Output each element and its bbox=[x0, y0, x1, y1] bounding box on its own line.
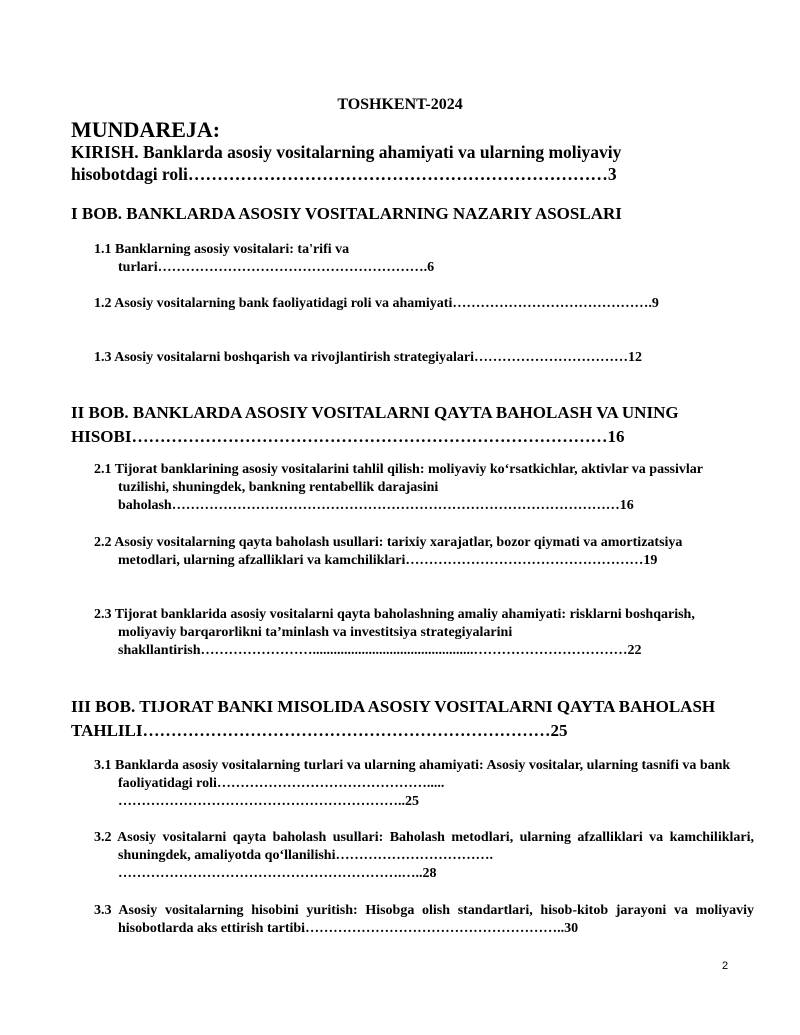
section-2-2: 2.2 Asosiy vositalarning qayta baholash usullari: tarixiy xarajatlar, bozor qiymati va amortizatsiya metodlari, ularning afzalliklari va kamchiliklari……………………………………………19 bbox=[94, 535, 683, 568]
section-1-2: 1.2 Asosiy vositalarning bank faoliyatidagi roli va ahamiyati…………………………………….9 bbox=[94, 296, 659, 311]
chapter-1-title: I BOB. BANKLARDA ASOSIY VOSITALARNING NAZARIY ASOSLARI bbox=[71, 204, 622, 223]
toc-title: MUNDAREJA: bbox=[71, 117, 221, 142]
section-3-3: 3.3 Asosiy vositalarning hisobini yuritish: Hisobga olish standartlari, hisob-kitob jarayoni va moliyaviy hisobotlarda aks ettirish tartibi………………………………………………..30 bbox=[94, 903, 754, 936]
chapter-3-title: III BOB. TIJORAT BANKI MISOLIDA ASOSIY VOSITALARNI QAYTA BAHOLASH TAHLILI………………………………………………………………25 bbox=[71, 697, 716, 740]
section-3-1: 3.1 Banklarda asosiy vositalarning turlari va ularning ahamiyati: Asosiy vositalar, ularning tasnifi va bank faoliyatidagi roli………………………………………..... ……………………………………………………..25 bbox=[94, 758, 731, 809]
chapter-2-title: II BOB. BANKLARDA ASOSIY VOSITALARNI QAYTA BAHOLASH VA UNING HISOBI…………………………………………………………………………16 bbox=[71, 403, 679, 446]
section-3-2: 3.2 Asosiy vositalarni qayta baholash usullari: Baholash metodlari, ularning afzalliklari va kamchiliklari, shuningdek, amaliyotda qo‘llanilishi……………………………. …………………………………………………….…..28 bbox=[94, 830, 754, 881]
section-2-3: 2.3 Tijorat banklarida asosiy vositalarni qayta baholashning amaliy ahamiyati: risklarni boshqarish, moliyaviy barqarorlikni ta’minlash va investitsiya strategiyalarini shakllantirish……………………..............................................……………………………22 bbox=[94, 607, 695, 658]
section-2-1: 2.1 Tijorat banklarining asosiy vositalarini tahlil qilish: moliyaviy ko‘rsatkichlar, aktivlar va passivlar tuzilishi, shuningdek, bankning rentabellik darajasini baholash……………………………………………………………………………………16 bbox=[94, 462, 703, 513]
section-1-3: 1.3 Asosiy vositalarni boshqarish va rivojlantirish strategiyalari……………………………12 bbox=[94, 350, 642, 365]
section-1-1: 1.1 Banklarning asosiy vositalari: ta'rifi va turlari………………………………………………….6 bbox=[94, 242, 435, 275]
page-number: 2 bbox=[722, 960, 729, 972]
city-year-heading: TOSHKENT-2024 bbox=[337, 96, 463, 113]
toc-intro-entry: KIRISH. Banklarda asosiy vositalarning ahamiyati va ularning moliyaviy hisobotdagi roli………………………………………………………………3 bbox=[71, 142, 622, 184]
